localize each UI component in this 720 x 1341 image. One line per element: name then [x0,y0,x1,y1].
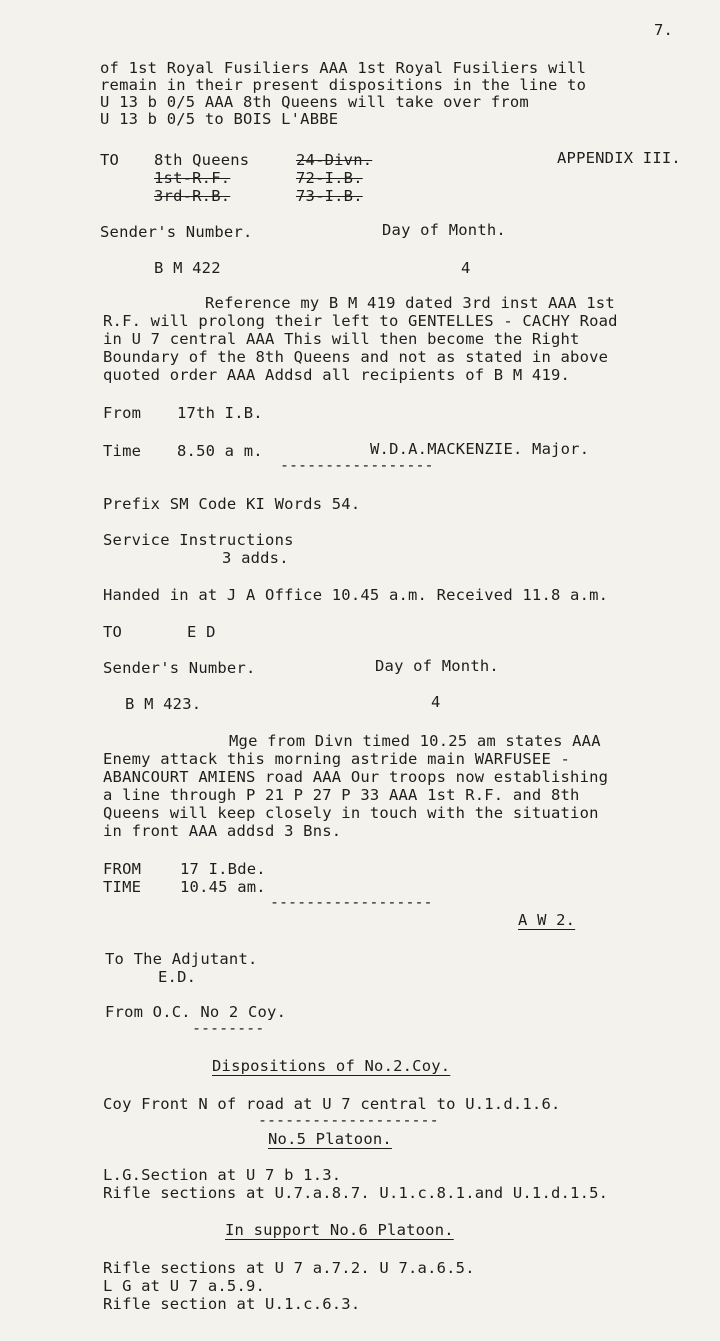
from-label: From [103,404,142,422]
msg2-body-line: Mge from Divn timed 10.25 am states AAA [229,732,601,750]
senders-number-label: Sender's Number. [100,223,253,241]
to-label: TO [103,623,123,641]
support-line: Rifle sections at U 7 a.7.2. U 7.a.6.5. [103,1259,475,1277]
platoon5-line: L.G.Section at U 7 b 1.3. [103,1166,342,1184]
dispositions-heading: Dispositions of No.2.Coy. [212,1057,451,1075]
platoon5-line: Rifle sections at U.7.a.8.7. U.1.c.8.1.and U.1.d.1.5. [103,1184,609,1202]
msg1-body-line: R.F. will prolong their left to GENTELLES - CACHY Road [103,312,618,330]
msg2-body-line: a line through P 21 P 27 P 33 AAA 1st R.F. and 8th [103,786,580,804]
platoon5-heading: No.5 Platoon. [268,1130,392,1148]
msg1-line: U 13 b 0/5 to BOIS L'ABBE [100,110,339,128]
msg1-line: remain in their present dispositions in the line to [100,76,587,94]
msg1-line: U 13 b 0/5 AAA 8th Queens will take over from [100,93,529,111]
msg2-body-line: ABANCOURT AMIENS road AAA Our troops now establishing [103,768,609,786]
service-adds: 3 adds. [222,549,289,567]
time-label: TIME [103,878,142,896]
divider: -------- [192,1019,265,1037]
senders-number-label: Sender's Number. [103,659,256,677]
aw2-to: To The Adjutant. [105,950,258,968]
msg1-body-line: Reference my B M 419 dated 3rd inst AAA 1st [205,294,615,312]
recipient-struck: 24-Divn. [296,151,373,169]
service-instructions: Service Instructions [103,531,294,549]
coy-front-line: Coy Front N of road at U 7 central to U.1.d.1.6. [103,1095,561,1113]
appendix-label: APPENDIX III. [557,149,681,167]
support-heading: In support No.6 Platoon. [225,1221,454,1239]
recipient-struck: 1st-R.F. [154,169,231,187]
support-line: L G at U 7 a.5.9. [103,1277,266,1295]
aw2-to-unit: E.D. [158,968,197,986]
msg1-body-line: in U 7 central AAA This will then become the Right [103,330,580,348]
msg1-line: of 1st Royal Fusiliers AAA 1st Royal Fusiliers will [100,59,587,77]
time-value: 10.45 am. [180,878,266,896]
from-value: 17 I.Bde. [180,860,266,878]
prefix-line: Prefix SM Code KI Words 54. [103,495,361,513]
recipient-struck: 3rd-R.B. [154,187,231,205]
time-value: 8.50 a m. [177,442,263,460]
msg2-body-line: Enemy attack this morning astride main WARFUSEE - [103,750,571,768]
page-number: 7. [654,21,674,39]
msg2-body-line: in front AAA addsd 3 Bns. [103,822,342,840]
msg1-body-line: Boundary of the 8th Queens and not as stated in above [103,348,609,366]
divider: ------------------ [270,893,433,911]
senders-number: B M 422 [154,259,221,277]
time-label: Time [103,442,142,460]
day-of-month-label: Day of Month. [382,221,506,239]
day-of-month: 4 [431,693,441,711]
handed-in-line: Handed in at J A Office 10.45 a.m. Received 11.8 a.m. [103,586,609,604]
to-label: TO [100,151,120,169]
day-of-month-label: Day of Month. [375,657,499,675]
recipient-struck: 72-I.B. [296,169,363,187]
support-line: Rifle section at U.1.c.6.3. [103,1295,361,1313]
divider: -------------------- [258,1111,439,1129]
day-of-month: 4 [461,259,471,277]
aw2-from: From O.C. No 2 Coy. [105,1003,287,1021]
divider: ----------------- [280,456,434,474]
msg2-body-line: Queens will keep closely in touch with the situation [103,804,599,822]
to-value: E D [187,623,216,641]
msg1-body-line: quoted order AAA Addsd all recipients of B M 419. [103,366,571,384]
senders-number: B M 423. [125,695,202,713]
from-label: FROM [103,860,142,878]
recipient: 8th Queens [154,151,250,169]
aw2-reference: A W 2. [518,911,576,929]
signature: W.D.A.MACKENZIE. Major. [370,440,590,458]
from-value: 17th I.B. [177,404,263,422]
recipient-struck: 73-I.B. [296,187,363,205]
